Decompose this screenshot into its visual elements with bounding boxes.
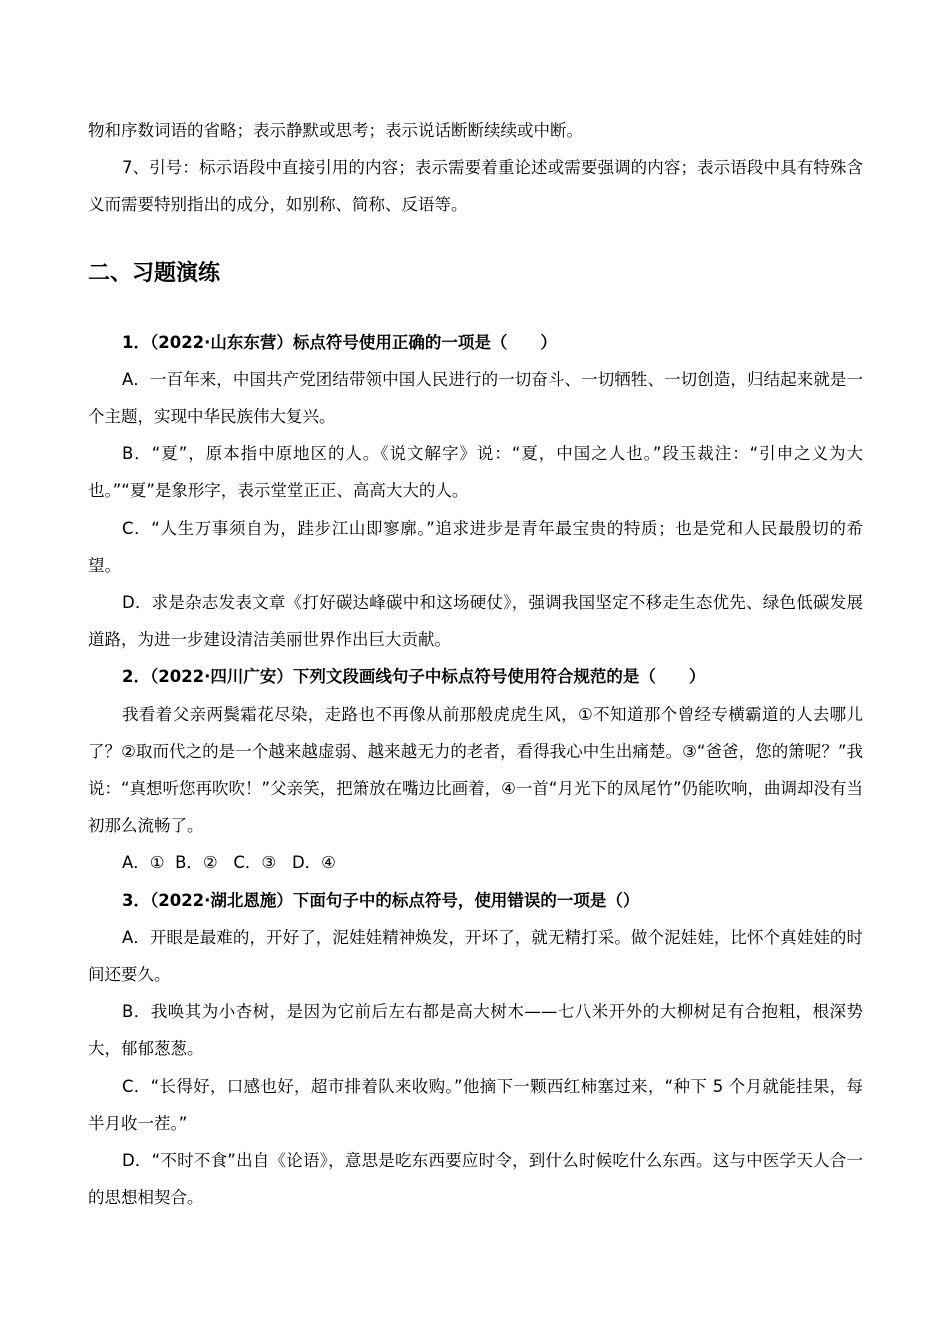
question-2-options: A．① B．② C．③ D．④ [122,853,336,873]
document-page [88,112,863,1216]
question-3-stem: 3．（2022·湖北恩施）下面句子中的标点符号，使用错误的一项是（） [122,890,640,910]
quote-mark-rule: 7、引号：标示语段中直接引用的内容；表示需要着重论述或需要强调的内容；表示语段中具有特殊含义而需要特别指出的成分，如别称、简称、反语等。 [88,158,863,215]
question-2-passage: 我看着父亲两鬓霜花尽染，走路也不再像从前那般虎虎生风，①不知道那个曾经专横霸道的人去哪儿了？②取而代之的是一个越来越虚弱、越来越无力的老者，看得我心中生出痛楚。③“爸爸，您的箫呢？”我说：“真想听您再吹吹！”父亲笑，把箫放在嘴边比画着，④一首“月光下的凤尾竹”仍能吹响，曲调却没有当初那么流畅了。 [88,704,863,836]
question-3-option-d: D．“不时不食”出自《论语》，意思是吃东西要应时令，到什么时候吃什么东西。这与中医学天人合一的思想相契合。 [88,1151,863,1208]
question-3-option-a: A．开眼是最难的，开好了，泥娃娃精神焕发，开坏了，就无精打采。做个泥娃娃，比怀个真娃娃的时间还要久。 [88,927,863,985]
intro-continuation: 物和序数词语的省略；表示静默或思考；表示说话断断续续或中断。 [88,121,583,140]
question-2-stem: 2．（2022·四川广安）下列文段画线句子中标点符号使用符合规范的是（ ） [122,667,706,687]
question-3-option-b: B．我唤其为小杏树，是因为它前后左右都是高大树木——七八米开外的大柳树足有合抱粗，根深势大，郁郁葱葱。 [88,1002,863,1059]
section-title: 二、习题演练 [88,260,221,286]
spacer [88,224,863,254]
question-1-option-a: A．一百年来，中国共产党团结带领中国人民进行的一切奋斗、一切牺牲、一切创造，归结起来就是一个主题，实现中华民族伟大复兴。 [88,369,863,427]
question-1-option-b: B．“夏”，原本指中原地区的人。《说文解字》说：“夏，中国之人也。”段玉裁注：“引申之义为大也。”“夏”是象形字，表示堂堂正正、高高大大的人。 [88,444,863,501]
question-1-option-d: D．求是杂志发表文章《打好碳达峰碳中和这场硬仗》，强调我国坚定不移走生态优先、绿色低碳发展道路，为进一步建设清洁美丽世界作出巨大贡献。 [88,593,863,650]
question-3-option-c: C．“长得好，口感也好，超市排着队来收购。”他摘下一颗西红柿塞过来，“种下 5 个月就能挂果，每半月收一茬。” [88,1076,863,1133]
question-1-stem: 1．（2022·山东东营）标点符号使用正确的一项是（ ） [122,332,557,352]
spacer [88,294,863,324]
question-1-option-c: C．“人生万事须自为，跬步江山即寥廓。”追求进步是青年最宝贵的特质；也是党和人民最殷切的希望。 [88,518,863,575]
